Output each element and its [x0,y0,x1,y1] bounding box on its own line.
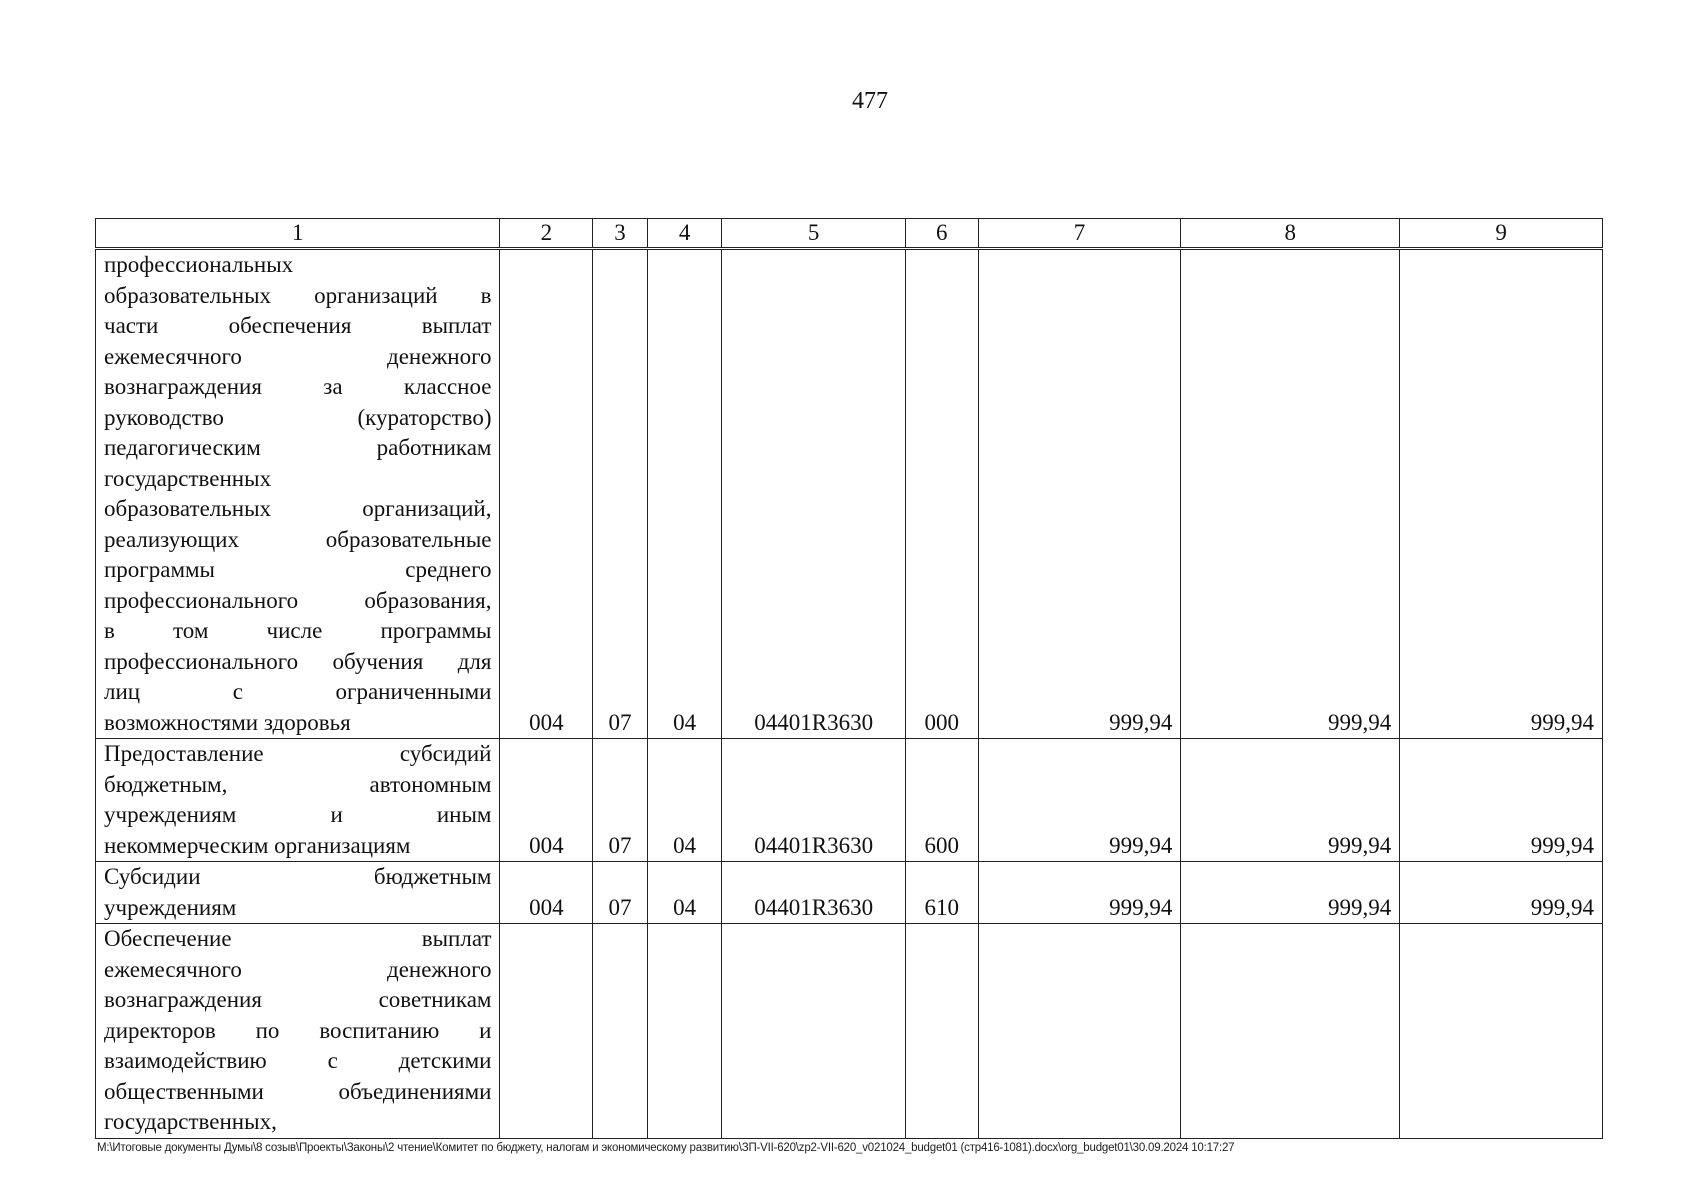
header-col-9: 9 [1400,219,1603,249]
description-line: возможностями здоровья [104,709,351,735]
description-line: Обеспечение выплат [104,926,492,951]
cell-amount-col9: 999,94 [1400,249,1603,739]
cell-amount-col9: 999,94 [1400,862,1603,924]
description-line: в том числе программы [104,618,492,643]
cell-amount-col7 [978,924,1181,1139]
description-line: Предоставление субсидий [104,741,492,766]
description-line: ежемесячного денежного [104,343,492,369]
cell-section: 07 [593,249,647,739]
cell-amount-col7: 999,94 [978,249,1181,739]
cell-target-article: 04401R3630 [722,862,906,924]
cell-ministry-code: 004 [500,862,593,924]
description-line: государственных, [104,1109,277,1134]
cell-expense-type: 610 [905,862,978,924]
cell-amount-col7: 999,94 [978,739,1181,862]
header-col-4: 4 [647,219,722,249]
budget-table [95,218,1603,1139]
cell-amount-col9 [1400,924,1603,1139]
cell-subsection [647,924,722,1139]
header-col-8: 8 [1181,219,1400,249]
table-row [96,739,1603,862]
description-line: некоммерческим организациям [104,832,411,858]
description-line: взаимодействию с детскими [104,1048,492,1073]
header-row [96,219,1603,249]
description-line: реализующих образовательные [104,526,492,552]
page-number: 477 [852,88,888,114]
cell-ministry-code: 004 [500,249,593,739]
header-col-1: 1 [96,219,500,249]
cell-amount-col8: 999,94 [1181,862,1400,924]
cell-description [96,924,500,1139]
description-line: учреждениям [104,894,237,920]
cell-amount-col8: 999,94 [1181,739,1400,862]
header-col-3: 3 [593,219,647,249]
table-row [96,862,1603,924]
cell-ministry-code: 004 [500,739,593,862]
description-line: части обеспечения выплат [104,313,492,338]
cell-amount-col8 [1181,924,1400,1139]
cell-description [96,249,500,739]
cell-subsection: 04 [647,739,722,862]
cell-expense-type [905,924,978,1139]
description-line: Субсидии бюджетным [104,864,492,889]
description-line: директоров по воспитанию и [104,1017,492,1043]
cell-target-article: 04401R3630 [722,249,906,739]
table-row [96,924,1603,1139]
cell-description [96,739,500,862]
header-col-5: 5 [722,219,906,249]
cell-expense-type: 000 [905,249,978,739]
description-line: программы среднего [104,557,492,582]
cell-amount-col9: 999,94 [1400,739,1603,862]
description-line: педагогическим работникам [104,435,492,460]
cell-target-article [722,924,906,1139]
description-line: профессиональных [104,252,294,277]
cell-expense-type: 600 [905,739,978,862]
cell-amount-col8: 999,94 [1181,249,1400,739]
cell-section: 07 [593,862,647,924]
description-line: ежемесячного денежного [104,956,492,982]
header-col-6: 6 [905,219,978,249]
description-line: общественными объединениями [104,1078,492,1104]
cell-target-article: 04401R3630 [722,739,906,862]
description-line: вознаграждения за классное [104,374,492,399]
description-line: образовательных организаций, [104,496,492,521]
header-col-7: 7 [978,219,1181,249]
cell-subsection: 04 [647,862,722,924]
description-line: вознаграждения советникам [104,987,492,1012]
description-line: государственных [104,465,272,491]
description-line: профессионального образования, [104,587,492,613]
cell-section [593,924,647,1139]
description-line: лиц с ограниченными [104,679,492,704]
cell-ministry-code [500,924,593,1139]
description-line: образовательных организаций в [104,282,492,308]
cell-description [96,862,500,924]
cell-subsection: 04 [647,249,722,739]
document-path-footer: M:\Итоговые документы Думы\8 созыв\Проекты\Законы\2 чтение\Комитет по бюджету, налогам и экономическому развитию\ЗП-VII-620\zp2-VII-620_v021024_budget01 (стр416-1081).docx\org_budget01\30.09.2024 10:17:27 [97,1142,1235,1154]
description-line: руководство (кураторство) [104,404,492,430]
description-line: учреждениям и иным [104,802,492,827]
header-col-2: 2 [500,219,593,249]
description-line: бюджетным, автономным [104,771,492,797]
table-row [96,249,1603,739]
cell-amount-col7: 999,94 [978,862,1181,924]
cell-section: 07 [593,739,647,862]
description-line: профессионального обучения для [104,648,492,674]
